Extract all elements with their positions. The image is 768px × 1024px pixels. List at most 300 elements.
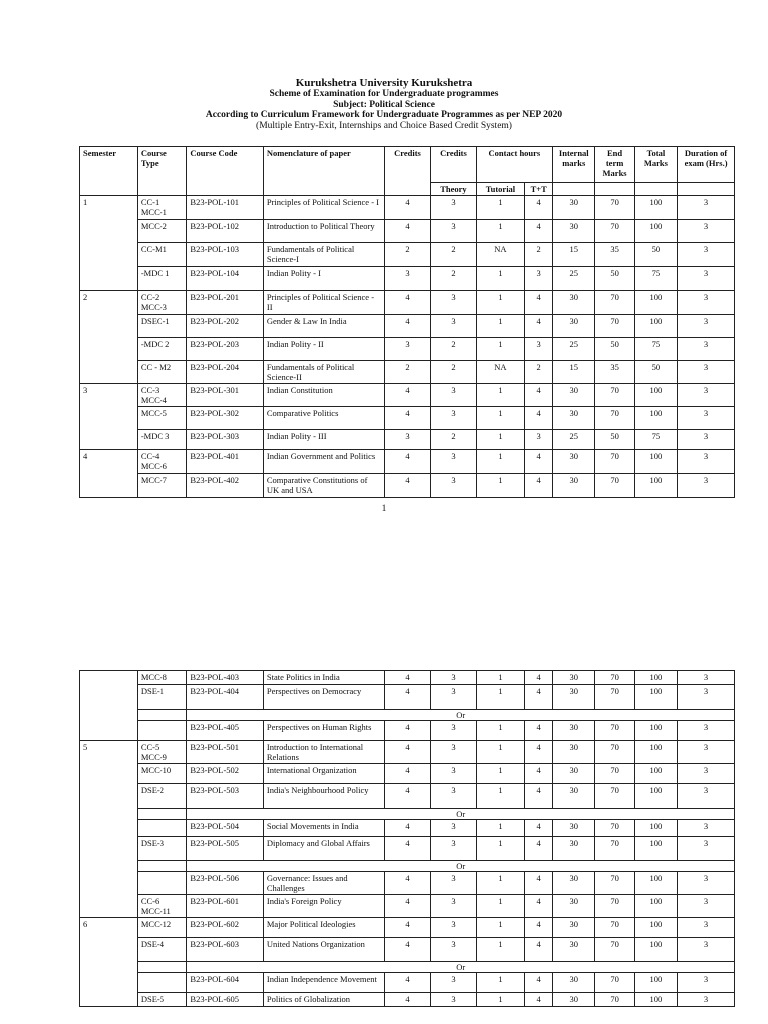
system-subtitle: (Multiple Entry-Exit, Internships and Choice Based Credit System) [256, 120, 512, 131]
cell-internal: 15 [553, 243, 595, 267]
cell-tutorial: 1 [476, 196, 525, 220]
cell-theory: 3 [431, 196, 476, 220]
table-row [80, 361, 735, 384]
blank-cell [137, 710, 187, 721]
cell-credits: 4 [384, 671, 430, 685]
cell-internal: 30 [553, 938, 595, 962]
cell-end-term: 70 [595, 895, 634, 918]
cell-end-term: 70 [595, 918, 634, 938]
cell-semester: 4 [80, 450, 138, 498]
cell-theory: 3 [431, 685, 476, 710]
cell-course-type: DSEC-1 [137, 315, 187, 338]
cell-theory: 3 [431, 220, 476, 243]
cell-internal: 30 [553, 671, 595, 685]
cell-theory: 3 [431, 938, 476, 962]
cell-duration: 3 [678, 196, 735, 220]
cell-course-type: DSE-2 [137, 784, 187, 809]
cell-course-type: -MDC 1 [137, 267, 187, 291]
cell-total: 100 [634, 764, 677, 784]
blank-cell [553, 183, 595, 196]
cell-end-term: 70 [595, 721, 634, 741]
cell-credits: 4 [384, 450, 430, 474]
cell-tt: 4 [525, 872, 553, 895]
cell-course-code: B23-POL-502 [187, 764, 263, 784]
cell-course-code: B23-POL-504 [187, 820, 263, 837]
or-separator-row [80, 861, 735, 872]
cell-credits: 4 [384, 474, 430, 498]
cell-duration: 3 [678, 784, 735, 809]
cell-theory: 3 [431, 450, 476, 474]
cell-tutorial: 1 [476, 267, 525, 291]
cell-credits: 4 [384, 407, 430, 430]
cell-paper-name: Comparative Constitutions of UK and USA [263, 474, 384, 498]
cell-credits: 4 [384, 764, 430, 784]
cell-tt: 4 [525, 315, 553, 338]
cell-total: 100 [634, 407, 677, 430]
cell-theory: 3 [431, 872, 476, 895]
cell-tt: 4 [525, 721, 553, 741]
cell-tt: 4 [525, 450, 553, 474]
cell-paper-name: Introduction to International Relations [263, 741, 384, 764]
cell-tt: 4 [525, 384, 553, 407]
cell-internal: 30 [553, 384, 595, 407]
cell-credits: 2 [384, 243, 430, 267]
cell-credits: 4 [384, 895, 430, 918]
cell-credits: 4 [384, 784, 430, 809]
table-row [80, 872, 735, 895]
cell-tt: 4 [525, 784, 553, 809]
col-duration: Duration of exam (Hrs.) [678, 147, 735, 183]
cell-credits: 4 [384, 993, 430, 1007]
cell-semester: 5 [80, 741, 138, 918]
cell-course-code: B23-POL-402 [187, 474, 263, 498]
cell-tt: 4 [525, 474, 553, 498]
cell-course-code: B23-POL-501 [187, 741, 263, 764]
cell-end-term: 50 [595, 430, 634, 450]
cell-paper-name: Diplomacy and Global Affairs [263, 837, 384, 861]
cell-credits: 4 [384, 685, 430, 710]
table-row [80, 430, 735, 450]
cell-tutorial: 1 [476, 450, 525, 474]
cell-duration: 3 [678, 450, 735, 474]
cell-tutorial: 1 [476, 895, 525, 918]
cell-tutorial: 1 [476, 820, 525, 837]
cell-duration: 3 [678, 973, 735, 993]
cell-duration: 3 [678, 267, 735, 291]
cell-end-term: 70 [595, 938, 634, 962]
cell-total: 100 [634, 685, 677, 710]
cell-end-term: 70 [595, 764, 634, 784]
cell-course-type: MCC-7 [137, 474, 187, 498]
cell-credits: 4 [384, 820, 430, 837]
cell-theory: 3 [431, 895, 476, 918]
cell-end-term: 70 [595, 291, 634, 315]
cell-total: 75 [634, 267, 677, 291]
cell-total: 100 [634, 820, 677, 837]
cell-tutorial: 1 [476, 384, 525, 407]
cell-credits: 4 [384, 837, 430, 861]
cell-end-term: 35 [595, 361, 634, 384]
cell-tt: 4 [525, 196, 553, 220]
cell-course-code: B23-POL-303 [187, 430, 263, 450]
table-row [80, 671, 735, 685]
cell-end-term: 70 [595, 741, 634, 764]
cell-theory: 3 [431, 820, 476, 837]
cell-credits: 3 [384, 267, 430, 291]
cell-end-term: 70 [595, 784, 634, 809]
cell-course-type: CC-5 MCC-9 [137, 741, 187, 764]
cell-paper-name: Indian Polity - I [263, 267, 384, 291]
cell-tutorial: NA [476, 243, 525, 267]
cell-course-type: CC-6 MCC-11 [137, 895, 187, 918]
cell-paper-name: Gender & Law In India [263, 315, 384, 338]
cell-tutorial: 1 [476, 741, 525, 764]
subject-title: Subject: Political Science [333, 99, 435, 110]
cell-paper-name: Fundamentals of Political Science-II [263, 361, 384, 384]
blank-cell [634, 183, 677, 196]
cell-end-term: 70 [595, 685, 634, 710]
page-number: 1 [381, 504, 387, 514]
cell-tt: 4 [525, 938, 553, 962]
cell-internal: 30 [553, 993, 595, 1007]
cell-paper-name: Politics of Globalization [263, 993, 384, 1007]
cell-tutorial: 1 [476, 784, 525, 809]
blank-cell [595, 183, 634, 196]
cell-internal: 25 [553, 267, 595, 291]
cell-paper-name: Indian Polity - III [263, 430, 384, 450]
cell-course-code: B23-POL-201 [187, 291, 263, 315]
cell-paper-name: Governance: Issues and Challenges [263, 872, 384, 895]
cell-tutorial: NA [476, 361, 525, 384]
university-title: Kurukshetra University Kurukshetra [295, 77, 473, 89]
cell-total: 100 [634, 384, 677, 407]
cell-theory: 3 [431, 918, 476, 938]
blank-cell [137, 962, 187, 973]
cell-paper-name: Indian Polity - II [263, 338, 384, 361]
cell-total: 100 [634, 993, 677, 1007]
cell-end-term: 70 [595, 837, 634, 861]
or-label: Or [187, 710, 735, 721]
cell-course-type [137, 721, 187, 741]
cell-duration: 3 [678, 291, 735, 315]
cell-course-code: B23-POL-405 [187, 721, 263, 741]
cell-end-term: 35 [595, 243, 634, 267]
cell-duration: 3 [678, 407, 735, 430]
or-separator-row [80, 962, 735, 973]
document-heading [0, 77, 768, 131]
cell-total: 100 [634, 918, 677, 938]
cell-internal: 30 [553, 784, 595, 809]
cell-theory: 3 [431, 993, 476, 1007]
cell-course-code: B23-POL-505 [187, 837, 263, 861]
cell-paper-name: Principles of Political Science - I [263, 196, 384, 220]
cell-paper-name: Indian Government and Politics [263, 450, 384, 474]
cell-internal: 30 [553, 474, 595, 498]
cell-course-type: -MDC 2 [137, 338, 187, 361]
col-semester: Semester [80, 147, 138, 196]
cell-course-code: B23-POL-604 [187, 973, 263, 993]
table-row [80, 196, 735, 220]
cell-course-type [137, 872, 187, 895]
cell-theory: 3 [431, 721, 476, 741]
cell-total: 100 [634, 938, 677, 962]
cell-end-term: 70 [595, 671, 634, 685]
cell-paper-name: Perspectives on Human Rights [263, 721, 384, 741]
cell-course-type: CC-1 MCC-1 [137, 196, 187, 220]
cell-credits: 4 [384, 918, 430, 938]
cell-tt: 4 [525, 820, 553, 837]
cell-internal: 25 [553, 430, 595, 450]
cell-theory: 3 [431, 291, 476, 315]
cell-course-type [137, 820, 187, 837]
cell-total: 100 [634, 741, 677, 764]
cell-total: 100 [634, 450, 677, 474]
cell-course-code: B23-POL-101 [187, 196, 263, 220]
cell-tt: 4 [525, 685, 553, 710]
cell-credits: 3 [384, 430, 430, 450]
cell-internal: 30 [553, 918, 595, 938]
cell-end-term: 70 [595, 872, 634, 895]
cell-internal: 30 [553, 291, 595, 315]
cell-duration: 3 [678, 820, 735, 837]
cell-tt: 3 [525, 338, 553, 361]
cell-duration: 3 [678, 895, 735, 918]
cell-total: 100 [634, 973, 677, 993]
cell-end-term: 70 [595, 474, 634, 498]
cell-theory: 3 [431, 764, 476, 784]
cell-duration: 3 [678, 361, 735, 384]
cell-course-code: B23-POL-401 [187, 450, 263, 474]
cell-tutorial: 1 [476, 993, 525, 1007]
col-credits: Credits [384, 147, 430, 196]
cell-theory: 2 [431, 243, 476, 267]
table-row [80, 315, 735, 338]
table-row [80, 450, 735, 474]
cell-tutorial: 1 [476, 721, 525, 741]
cell-tutorial: 1 [476, 973, 525, 993]
cell-internal: 30 [553, 450, 595, 474]
cell-theory: 3 [431, 474, 476, 498]
cell-paper-name: Introduction to Political Theory [263, 220, 384, 243]
cell-paper-name: Indian Independence Movement [263, 973, 384, 993]
cell-tt: 4 [525, 407, 553, 430]
table-row [80, 938, 735, 962]
cell-duration: 3 [678, 243, 735, 267]
cell-paper-name: India's Neighbourhood Policy [263, 784, 384, 809]
cell-internal: 30 [553, 764, 595, 784]
table-row [80, 267, 735, 291]
cell-tt: 3 [525, 430, 553, 450]
cell-credits: 4 [384, 315, 430, 338]
cell-course-code: B23-POL-104 [187, 267, 263, 291]
cell-course-type: DSE-5 [137, 993, 187, 1007]
cell-tutorial: 1 [476, 474, 525, 498]
cell-duration: 3 [678, 338, 735, 361]
cell-course-type [137, 973, 187, 993]
table-row [80, 973, 735, 993]
cell-tt: 4 [525, 918, 553, 938]
cell-internal: 30 [553, 895, 595, 918]
cell-theory: 3 [431, 671, 476, 685]
cell-end-term: 50 [595, 338, 634, 361]
cell-theory: 3 [431, 837, 476, 861]
cell-total: 100 [634, 315, 677, 338]
table-row [80, 784, 735, 809]
cell-internal: 25 [553, 338, 595, 361]
cell-tutorial: 1 [476, 291, 525, 315]
col-tt: T+T [525, 183, 553, 196]
cell-paper-name: United Nations Organization [263, 938, 384, 962]
or-label: Or [187, 962, 735, 973]
cell-semester: 6 [80, 918, 138, 1007]
cell-credits: 4 [384, 938, 430, 962]
or-separator-row [80, 809, 735, 820]
table-row [80, 220, 735, 243]
cell-credits: 4 [384, 384, 430, 407]
cell-course-type: CC-M1 [137, 243, 187, 267]
table-row [80, 474, 735, 498]
table-row [80, 407, 735, 430]
cell-internal: 30 [553, 837, 595, 861]
cell-internal: 30 [553, 196, 595, 220]
cell-paper-name: India's Foreign Policy [263, 895, 384, 918]
cell-tutorial: 1 [476, 671, 525, 685]
cell-tt: 4 [525, 837, 553, 861]
cell-theory: 3 [431, 407, 476, 430]
cell-internal: 30 [553, 741, 595, 764]
col-tutorial: Tutorial [476, 183, 525, 196]
cell-tutorial: 1 [476, 872, 525, 895]
cell-end-term: 70 [595, 993, 634, 1007]
cell-paper-name: International Organization [263, 764, 384, 784]
cell-course-code: B23-POL-503 [187, 784, 263, 809]
cell-duration: 3 [678, 938, 735, 962]
cell-total: 100 [634, 895, 677, 918]
cell-credits: 4 [384, 973, 430, 993]
cell-paper-name: Principles of Political Science - II [263, 291, 384, 315]
table-row [80, 918, 735, 938]
cell-end-term: 70 [595, 384, 634, 407]
table-row [80, 721, 735, 741]
cell-duration: 3 [678, 384, 735, 407]
cell-tt: 4 [525, 220, 553, 243]
cell-tt: 2 [525, 243, 553, 267]
table-row [80, 993, 735, 1007]
cell-course-code: B23-POL-202 [187, 315, 263, 338]
cell-tt: 4 [525, 895, 553, 918]
cell-tt: 4 [525, 291, 553, 315]
cell-course-type: MCC-5 [137, 407, 187, 430]
cell-end-term: 70 [595, 407, 634, 430]
cell-tutorial: 1 [476, 685, 525, 710]
cell-credits: 4 [384, 196, 430, 220]
col-theory: Theory [431, 183, 476, 196]
cell-theory: 3 [431, 741, 476, 764]
cell-course-type: MCC-10 [137, 764, 187, 784]
cell-course-code: B23-POL-605 [187, 993, 263, 1007]
cell-internal: 30 [553, 407, 595, 430]
cell-course-code: B23-POL-404 [187, 685, 263, 710]
cell-total: 100 [634, 196, 677, 220]
cell-credits: 4 [384, 721, 430, 741]
table-row [80, 895, 735, 918]
cell-theory: 3 [431, 384, 476, 407]
blank-cell [137, 861, 187, 872]
cell-tt: 4 [525, 973, 553, 993]
cell-total: 100 [634, 872, 677, 895]
scheme-table-page-1 [79, 146, 735, 498]
table-row [80, 820, 735, 837]
cell-tt: 2 [525, 361, 553, 384]
or-separator-row [80, 710, 735, 721]
cell-duration: 3 [678, 685, 735, 710]
cell-course-type: DSE-4 [137, 938, 187, 962]
blank-cell [678, 183, 735, 196]
cell-course-type: CC-3 MCC-4 [137, 384, 187, 407]
col-end-term: End term Marks [595, 147, 634, 183]
cell-end-term: 70 [595, 820, 634, 837]
cell-credits: 2 [384, 361, 430, 384]
cell-duration: 3 [678, 837, 735, 861]
cell-semester [80, 671, 138, 741]
cell-duration: 3 [678, 764, 735, 784]
cell-theory: 3 [431, 784, 476, 809]
cell-semester: 3 [80, 384, 138, 450]
cell-internal: 15 [553, 361, 595, 384]
cell-course-code: B23-POL-403 [187, 671, 263, 685]
cell-end-term: 70 [595, 450, 634, 474]
cell-duration: 3 [678, 474, 735, 498]
cell-course-code: B23-POL-103 [187, 243, 263, 267]
cell-duration: 3 [678, 430, 735, 450]
col-internal: Internal marks [553, 147, 595, 183]
scheme-table-page-2 [79, 670, 735, 1007]
cell-duration: 3 [678, 993, 735, 1007]
cell-credits: 4 [384, 220, 430, 243]
cell-course-code: B23-POL-506 [187, 872, 263, 895]
table-row [80, 243, 735, 267]
cell-tutorial: 1 [476, 938, 525, 962]
cell-total: 50 [634, 361, 677, 384]
cell-course-code: B23-POL-603 [187, 938, 263, 962]
cell-total: 100 [634, 784, 677, 809]
cell-duration: 3 [678, 721, 735, 741]
cell-duration: 3 [678, 741, 735, 764]
cell-course-code: B23-POL-602 [187, 918, 263, 938]
cell-course-type: DSE-3 [137, 837, 187, 861]
col-credits-2: Credits [431, 147, 476, 183]
table-row [80, 837, 735, 861]
cell-total: 100 [634, 220, 677, 243]
cell-tutorial: 1 [476, 764, 525, 784]
table-row [80, 764, 735, 784]
cell-total: 100 [634, 721, 677, 741]
framework-title: According to Curriculum Framework for Undergraduate Programmes as per NEP 2020 [205, 110, 563, 120]
cell-course-code: B23-POL-301 [187, 384, 263, 407]
cell-tt: 4 [525, 764, 553, 784]
cell-tutorial: 1 [476, 338, 525, 361]
cell-course-code: B23-POL-204 [187, 361, 263, 384]
cell-internal: 30 [553, 973, 595, 993]
blank-cell [137, 809, 187, 820]
or-label: Or [187, 809, 735, 820]
cell-tutorial: 1 [476, 837, 525, 861]
cell-credits: 3 [384, 338, 430, 361]
cell-course-type: MCC-2 [137, 220, 187, 243]
cell-internal: 30 [553, 220, 595, 243]
cell-internal: 30 [553, 315, 595, 338]
cell-theory: 2 [431, 361, 476, 384]
